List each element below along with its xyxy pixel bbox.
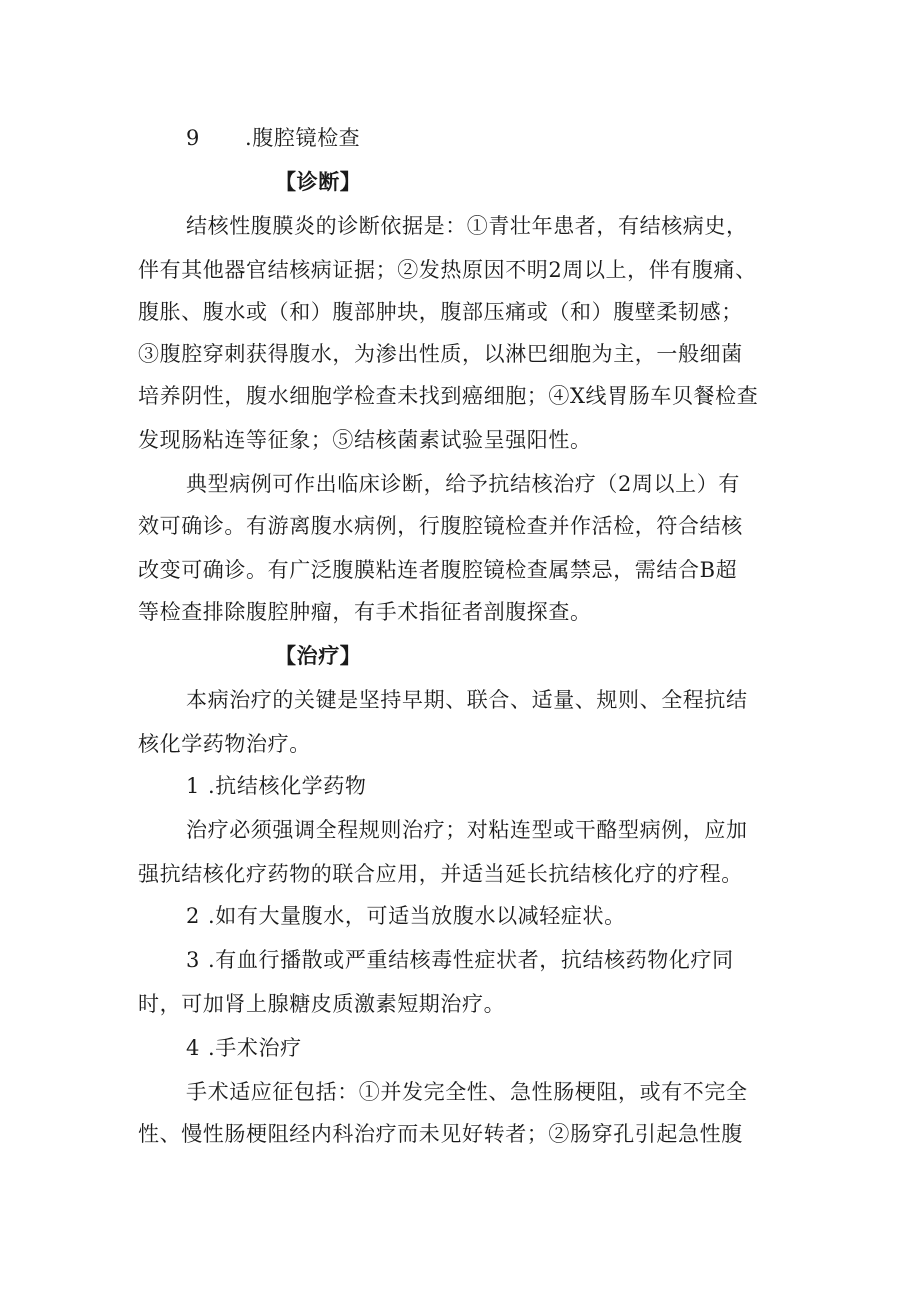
treatment-item-4-body-line: 性、慢性肠梗阻经内科治疗而未见好转者；②肠穿孔引起急性腹 xyxy=(138,1122,743,1146)
item-number: 3 xyxy=(186,948,200,972)
diagnosis-para1-line: 发现肠粘连等征象；⑤结核菌素试验呈强阳性。 xyxy=(138,428,592,452)
item-number: 4 xyxy=(186,1036,200,1060)
treatment-item-3-line: 时，可加肾上腺糖皮质激素短期治疗。 xyxy=(138,992,506,1016)
item-number: 2 xyxy=(186,904,200,928)
diagnosis-para2-line: 效可确诊。有游离腹水病例，行腹腔镜检查并作活检，符合结核 xyxy=(138,514,743,538)
treatment-item-1-body-line: 治疗必须强调全程规则治疗；对粘连型或干酪型病例，应加 xyxy=(186,818,748,842)
diagnosis-para1-line: 结核性腹膜炎的诊断依据是：①青壮年患者，有结核病史， xyxy=(186,214,748,238)
diagnosis-para1-line: 腹胀、腹水或（和）腹部肿块，腹部压痛或（和）腹壁柔韧感； xyxy=(138,300,743,324)
diagnosis-para2-line: 等检查排除腹腔肿瘤，有手术指征者剖腹探查。 xyxy=(138,600,592,624)
item-text: .有血行播散或严重结核毒性症状者，抗结核药物化疗同 xyxy=(208,948,734,972)
treatment-heading: 【治疗】 xyxy=(275,643,362,668)
item-title: .抗结核化学药物 xyxy=(208,774,367,798)
treatment-intro-line: 核化学药物治疗。 xyxy=(138,732,311,756)
treatment-intro-line: 本病治疗的关键是坚持早期、联合、适量、规则、全程抗结 xyxy=(186,688,748,712)
diagnosis-para1-line: 伴有其他器官结核病证据；②发热原因不明2周以上，伴有腹痛、 xyxy=(138,258,757,282)
section-number: 9 xyxy=(186,126,200,150)
item-text: .如有大量腹水，可适当放腹水以减轻症状。 xyxy=(208,904,626,928)
item-number: 1 xyxy=(186,774,200,798)
section-title: .腹腔镜检查 xyxy=(245,126,361,150)
treatment-item-4-body-line: 手术适应征包括：①并发完全性、急性肠梗阻，或有不完全 xyxy=(186,1080,748,1104)
treatment-item-1-body-line: 强抗结核化疗药物的联合应用，并适当延长抗结核化疗的疗程。 xyxy=(138,862,743,886)
diagnosis-para1-line: ③腹腔穿刺获得腹水，为渗出性质，以淋巴细胞为主，一般细菌 xyxy=(138,342,743,366)
diagnosis-para1-line: 培养阴性，腹水细胞学检查未找到癌细胞；④X线胃肠车贝餐检查 xyxy=(138,384,759,408)
diagnosis-para2-line: 典型病例可作出临床诊断，给予抗结核治疗（2周以上）有 xyxy=(186,472,740,496)
item-title: .手术治疗 xyxy=(208,1036,302,1060)
diagnosis-heading: 【诊断】 xyxy=(275,169,362,194)
diagnosis-para2-line: 改变可确诊。有广泛腹膜粘连者腹腔镜检查属禁忌，需结合B超 xyxy=(138,558,738,582)
